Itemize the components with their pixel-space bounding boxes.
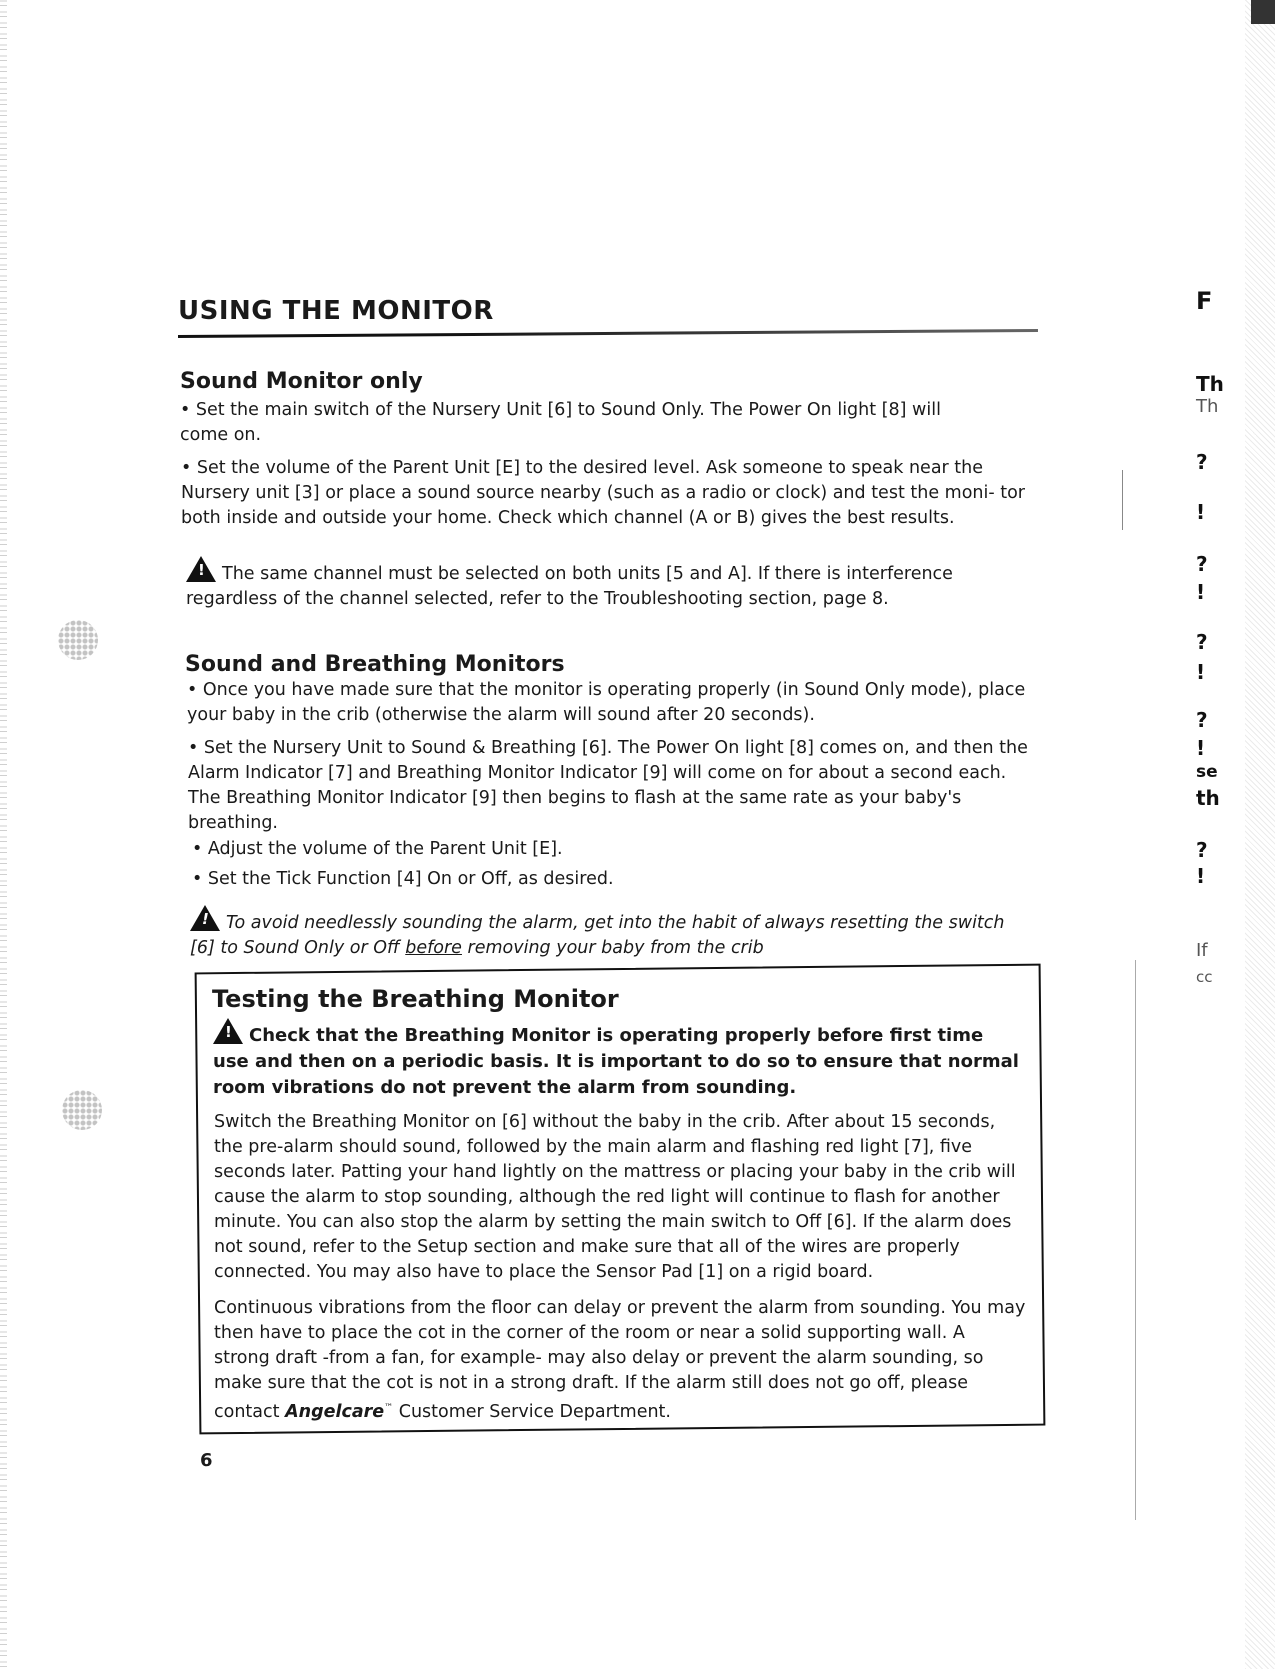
next-page-fragment: ? bbox=[1196, 450, 1208, 474]
scan-edge-right bbox=[1245, 0, 1275, 1669]
scan-corner bbox=[1251, 0, 1275, 24]
testing-paragraph-2 bbox=[214, 1296, 1026, 1425]
sound-only-bullet-2: • Set the volume of the Parent Unit [E] to the desired level. Ask someone to speak near the Nursery unit [3] or place a sound source nearby (such as a radio or clock) and test the moni- tor both inside and outside your home. Check which channel (A or B) gives the best results. bbox=[181, 458, 1025, 528]
next-page-fragment: ! bbox=[1196, 736, 1206, 760]
next-page-fragment: cc bbox=[1196, 968, 1213, 986]
sound-only-title: Sound Monitor only bbox=[180, 369, 423, 394]
trademark-mark: ™ bbox=[384, 1403, 394, 1413]
next-page-fragment: ! bbox=[1196, 864, 1206, 888]
next-page-fragment: se bbox=[1196, 762, 1218, 782]
next-page-rule bbox=[1122, 470, 1123, 530]
next-page-fragment: Th bbox=[1196, 372, 1224, 396]
next-page-fragment: ! bbox=[1196, 500, 1206, 524]
scan-edge-left bbox=[0, 0, 7, 1669]
testing-paragraph-2-text: Continuous vibrations from the floor can delay or prevent the alarm from sounding. You may then have to place the cot in the corner of the room or near a solid supporting wall. A strong draft -from a fan, for example- may also delay or prevent the alarm sounding, so make sure that the cot is not in a strong draft. If the alarm still does not go off, please contact bbox=[214, 1298, 1026, 1422]
warning-icon bbox=[186, 556, 216, 582]
heading-rule bbox=[178, 329, 1038, 338]
next-page-fragment: ! bbox=[1196, 580, 1206, 604]
next-page-rule bbox=[1135, 960, 1136, 1520]
next-page-fragment: Th bbox=[1196, 396, 1219, 417]
warning-icon bbox=[213, 1018, 243, 1044]
next-page-fragment: ? bbox=[1196, 708, 1208, 732]
testing-title: Testing the Breathing Monitor bbox=[212, 985, 619, 1013]
next-page-fragment: th bbox=[1196, 786, 1220, 810]
sound-breathing-bullet-2: • Set the Nursery Unit to Sound & Breathing [6]. The Power On light [8] comes on, and then the Alarm Indicator [7] and Breathing Monitor Indicator [9] will come on for about a second each. The Breathing Monitor Indicator [9] then begins to flash at the same rate as your baby's breathing. bbox=[188, 738, 1028, 833]
testing-warning-text: Check that the Breathing Monitor is operating properly before first time use and then on a periodic basis. It is important to do so to ensure that normal room vibrations do not prevent the alarm from sounding. bbox=[213, 1025, 1019, 1098]
testing-paragraph-1: Switch the Breathing Monitor on [6] without the baby in the crib. After about 15 seconds, the pre-alarm should sound, followed by the main alarm and flashing red light [7], five seconds later. Patting your hand lightly on the mattress or placing your baby in the crib will cause the alarm to stop sounding, although the red light will continue to flash for another minute. You can also stop the alarm by setting the main switch to Off [6]. If the alarm does not sound, refer to the Setup section and make sure that all of the wires are properly connected. You may also have to place the Sensor Pad [1] on a rigid board. bbox=[214, 1112, 1016, 1282]
warning-icon bbox=[190, 905, 220, 931]
sound-breathing-warning-text: To avoid needlessly sounding the alarm, get into the habit of always resetting the switch [6] to Sound Only or Off bbox=[190, 913, 1005, 958]
next-page-fragment: ? bbox=[1196, 552, 1208, 576]
next-page-fragment: If bbox=[1196, 940, 1208, 961]
sound-breathing-title: Sound and Breathing Monitors bbox=[185, 652, 565, 677]
scan-speckle bbox=[62, 1090, 102, 1130]
sound-breathing-bullet-4: • Set the Tick Function [4] On or Off, as desired. bbox=[192, 869, 614, 889]
testing-paragraph-2-text-end: Customer Service Department. bbox=[393, 1401, 671, 1422]
page-heading: USING THE MONITOR bbox=[178, 296, 494, 326]
next-page-fragment: F bbox=[1196, 287, 1213, 315]
sound-breathing-bullet-3: • Adjust the volume of the Parent Unit [E]. bbox=[192, 839, 563, 859]
next-page-fragment: ? bbox=[1196, 630, 1208, 654]
page-number: 6 bbox=[200, 1450, 213, 1471]
sound-breathing-warning-emphasis: before bbox=[405, 938, 462, 958]
sound-breathing-bullet-1: • Once you have made sure that the monitor is operating properly (in Sound Only mode), place your baby in the crib (otherwise the alarm will sound after 20 seconds). bbox=[187, 680, 1026, 725]
scan-speckle bbox=[58, 620, 98, 660]
testing-warning bbox=[213, 1018, 1025, 1101]
sound-only-warning bbox=[186, 556, 1026, 612]
next-page-fragment: ? bbox=[1196, 838, 1208, 862]
next-page-fragment: ! bbox=[1196, 660, 1206, 684]
brand-name: Angelcare bbox=[285, 1401, 385, 1422]
sound-only-warning-text: The same channel must be selected on both units [5 and A]. If there is interference regardless of the channel selected, refer to the Troubleshooting section, page 8. bbox=[186, 564, 953, 609]
sound-breathing-warning bbox=[190, 905, 1020, 961]
sound-breathing-warning-text-end: removing your baby from the crib bbox=[461, 938, 764, 958]
sound-only-bullet-1: • Set the main switch of the Nursery Unit [6] to Sound Only. The Power On light [8] will come on. bbox=[180, 400, 941, 445]
